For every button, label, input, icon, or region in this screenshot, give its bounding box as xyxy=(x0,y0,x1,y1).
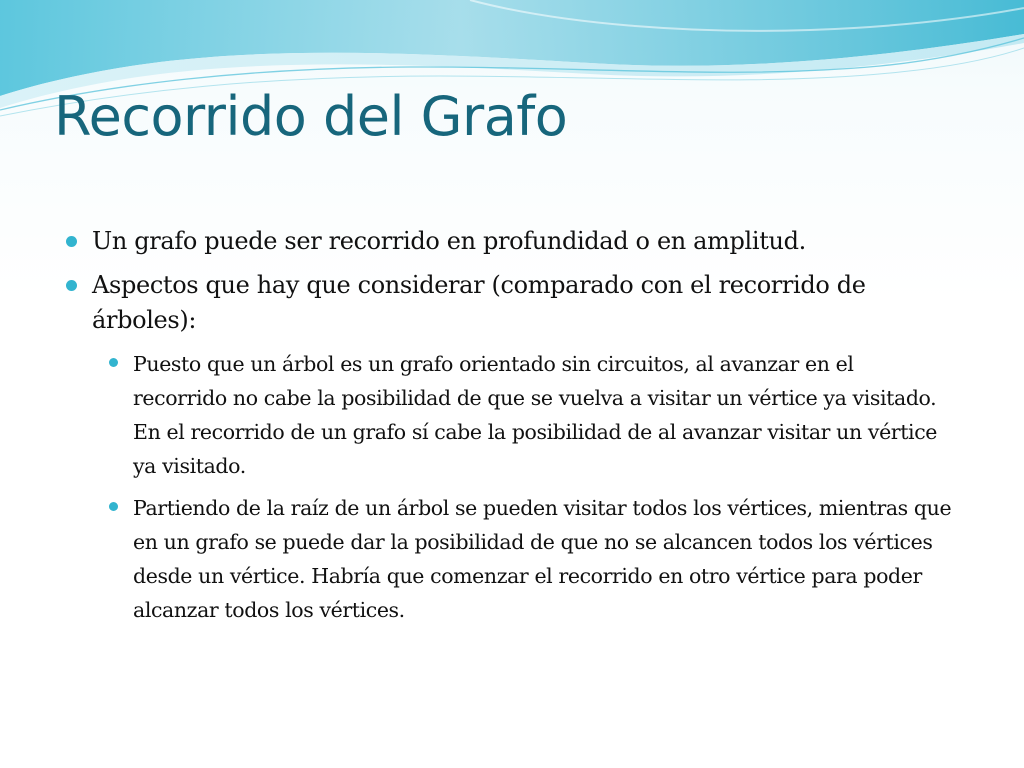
slide-title: Recorrido del Grafo xyxy=(54,85,568,148)
subbullet-text: Puesto que un árbol es un grafo orientado sin circuitos, al avanzar en el recorrido no cabe la posibilidad de que se vuelva a visitar un vértice ya visitado. En el recorrido de un grafo sí cabe la posibilidad de al avanzar visitar un vértice ya visitado. xyxy=(133,352,938,478)
bullet-list xyxy=(66,224,966,635)
subbullet-text: Partiendo de la raíz de un árbol se pueden visitar todos los vértices, mientras que en un grafo se puede dar la posibilidad de que no se alcancen todos los vértices desde un vértice. Habría que comenzar el recorrido en otro vértice para poder alcanzar todos los vértices. xyxy=(133,496,952,622)
bullet-dot-icon xyxy=(66,280,77,291)
subbullet-item xyxy=(66,491,953,627)
bullet-dot-icon xyxy=(109,502,118,511)
bullet-dot-icon xyxy=(109,358,118,367)
bullet-item xyxy=(66,268,966,338)
bullet-item xyxy=(66,224,966,259)
bullet-text: Aspectos que hay que considerar (comparado con el recorrido de árboles): xyxy=(92,271,866,334)
bullet-text: Un grafo puede ser recorrido en profundidad o en amplitud. xyxy=(92,227,806,255)
wave-band-main xyxy=(0,0,1024,96)
bullet-dot-icon xyxy=(66,236,77,247)
subbullet-item xyxy=(66,347,953,483)
